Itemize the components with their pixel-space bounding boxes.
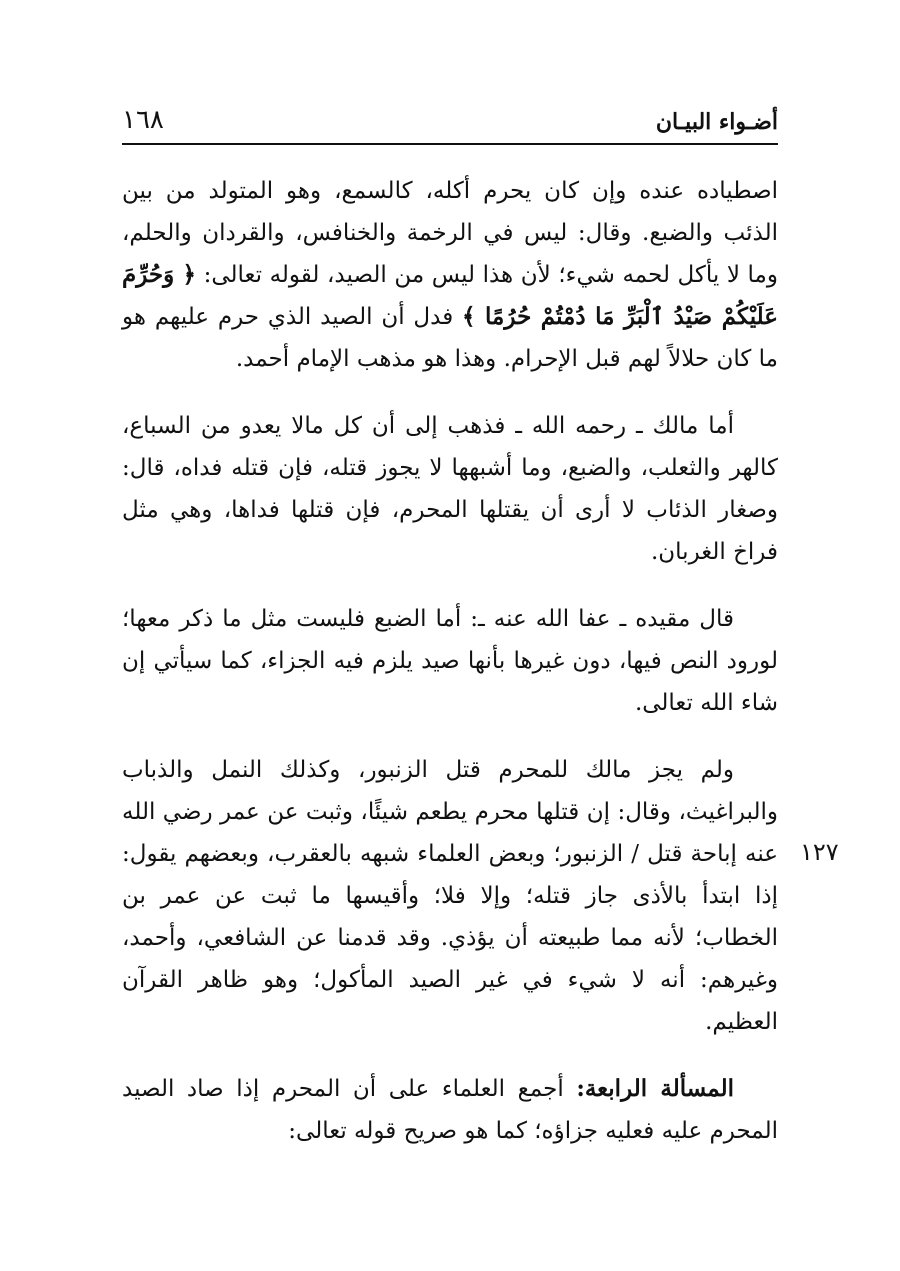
paragraph-2: أما مالك ـ رحمه الله ـ فذهب إلى أن كل مالا يعدو من السباع، كالهر والثعلب، والضبع، وما أشبهها لا يجوز قتله، فإن قتله فداه، قال: وصغار الذئاب لا أرى أن يقتلها المحرم، فإن قتلها فداها، وهي مثل فراخ الغربان. <box>122 413 778 565</box>
paragraph-4: ولم يجز مالك للمحرم قتل الزنبور، وكذلك النمل والذباب والبراغيث، وقال: إن قتلها محرم يطعم شيئًا، وثبت عن عمر رضي الله عنه إباحة قتل / الزنبور؛ وبعض العلماء شبهه بالعقرب، وبعضهم يقول: إذا ابتدأ بالأذى جاز قتله؛ وإلا فلا؛ وأقيسها ما ثبت عن عمر بن الخطاب؛ لأنه مما طبيعته أن يؤذي. وقد قدمنا عن الشافعي، وأحمد، وغيرهم: أنه لا شيء في غير الصيد المأكول؛ وهو ظاهر القرآن العظيم. <box>122 757 778 1035</box>
book-title: أضـواء البيـان <box>655 109 778 135</box>
paragraph-1-after: فدل أن الصيد الذي حرم عليهم هو ما كان حلالاً لهم قبل الإحرام. وهذا هو مذهب الإمام أحمد. <box>122 304 778 372</box>
margin-reference-number: ١٢٧ <box>800 838 839 866</box>
paragraph-3: قال مقيده ـ عفا الله عنه ـ: أما الضبع فليست مثل ما ذكر معها؛ لورود النص فيها، دون غيرها بأنها صيد يلزم فيه الجزاء، كما سيأتي إن شاء الله تعالى. <box>122 606 778 716</box>
main-text <box>122 170 778 1177</box>
paragraph-1-before: اصطياده عنده وإن كان يحرم أكله، كالسمع، وهو المتولد من بين الذئب والضبع. وقال: ليس في الرخمة والخنافس، والقردان والحلم، وما لا يأكل لحمه شيء؛ لأن هذا ليس من الصيد، لقوله تعالى: <box>122 178 778 288</box>
page-header <box>122 103 778 143</box>
paragraph-5 <box>122 1068 778 1152</box>
quran-verse: ﴿ وَحُرِّمَ عَلَيْكُمْ صَيْدُ ٱلْبَرِّ مَا دُمْتُمْ حُرُمًا ﴾ <box>122 261 778 330</box>
section-label: المسألة الرابعة: <box>576 1075 734 1102</box>
header-divider <box>122 143 778 145</box>
page-number: ١٦٨ <box>122 105 164 135</box>
paragraph-1 <box>122 170 778 380</box>
paragraph-5-text: أجمع العلماء على أن المحرم إذا صاد الصيد المحرم عليه فعليه جزاؤه؛ كما هو صريح قوله تعالى: <box>122 1076 778 1144</box>
